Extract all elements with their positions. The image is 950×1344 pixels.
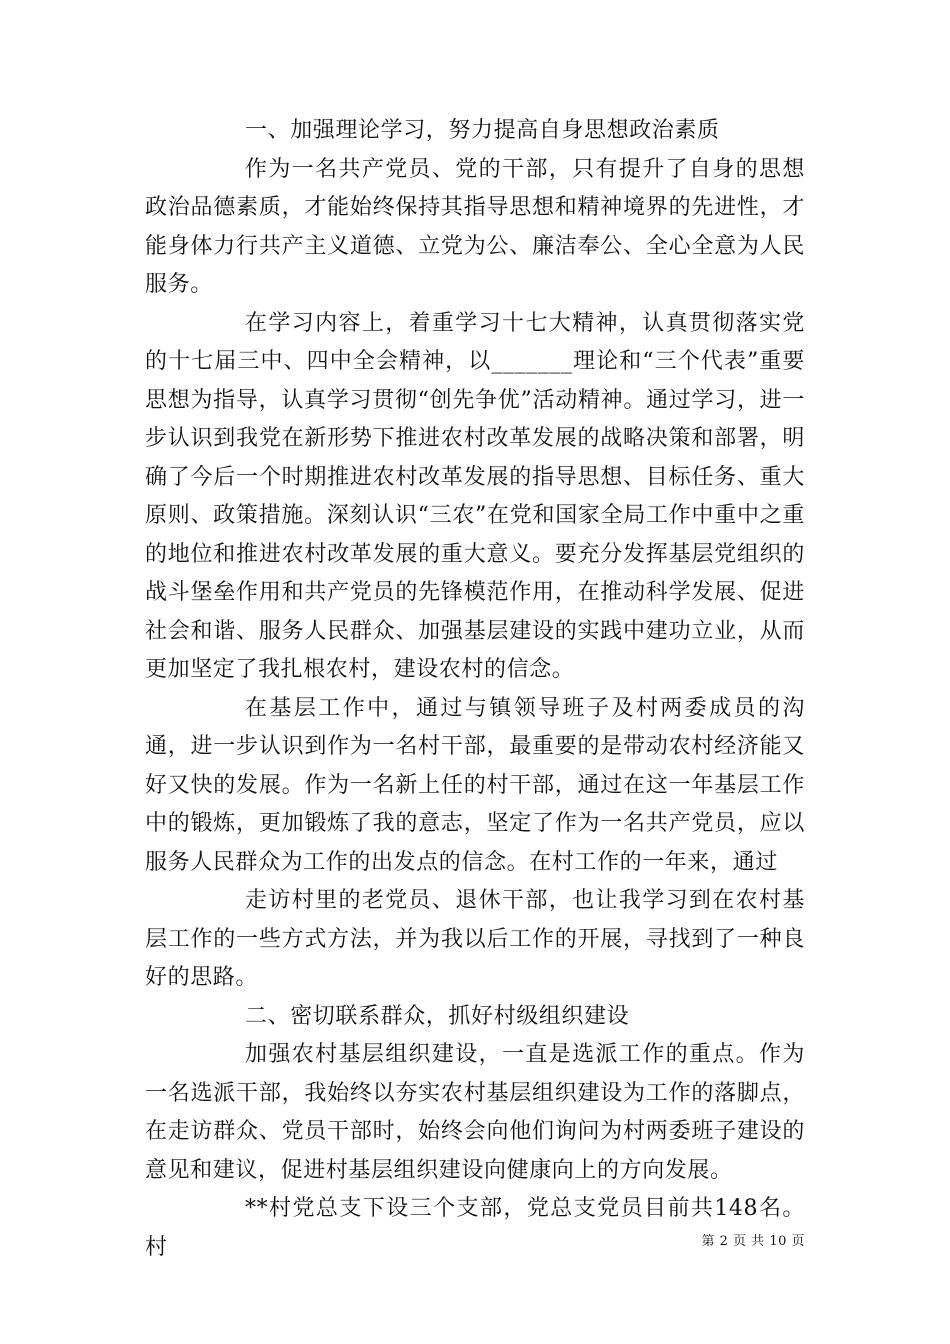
paragraph-5: 加强农村基层组织建设，一直是选派工作的重点。作为一名选派干部，我始终以夯实农村基层组织建设为工作的落脚点，在走访群众、党员干部时，始终会向他们询问为村两委班子建设的意见和建议，促进村基层组织建设向健康向上的方向发展。: [145, 1042, 805, 1183]
page-number: 第 2 页 共 10 页: [701, 1234, 805, 1249]
paragraph-4: 走访村里的老党员、退休干部，也让我学习到在农村基层工作的一些方式方法，并为我以后工作的开展，寻找到了一种良好的思路。: [145, 888, 805, 990]
paragraph-2: 在学习内容上，着重学习十七大精神，认真贯彻落实党的十七届三中、四中全会精神，以_______理论和“三个代表”重要思想为指导，认真学习贯彻“创先争优”活动精神。通过学习，进一步认识到我党在新形势下推进农村改革发展的战略决策和部署，明确了今后一个时期推进农村改革发展的指导思想、目标任务、重大原则、政策措施。深刻认识“三农”在党和国家全局工作中重中之重的地位和推进农村改革发展的重大意义。要充分发挥基层党组织的战斗堡垒作用和共产党员的先锋模范作用，在推动科学发展、促进社会和谐、服务人民群众、加强基层建设的实践中建功立业，从而更加坚定了我扎根农村，建设农村的信念。: [145, 310, 805, 682]
paragraph-3: 在基层工作中，通过与镇领导班子及村两委成员的沟通，进一步认识到作为一名村干部，最重要的是带动农村经济能又好又快的发展。作为一名新上任的村干部，通过在这一年基层工作中的锻炼，更加锻炼了我的意志，坚定了作为一名共产党员，应以服务人民群众为工作的出发点的信念。在村工作的一年来，通过: [145, 695, 805, 875]
paragraph-1: 作为一名共产党员、党的干部，只有提升了自身的思想政治品德素质，才能始终保持其指导思想和精神境界的先进性，才能身体力行共产主义道德、立党为公、廉洁奉公、全心全意为人民服务。: [145, 156, 805, 297]
section-heading-2: 二、密切联系群众，抓好村级组织建设: [245, 1003, 630, 1029]
section-heading-1: 一、加强理论学习，努力提高自身思想政治素质: [245, 118, 720, 143]
document-body: [145, 112, 805, 1267]
paragraph-6: **村党总支下设三个支部，党总支党员目前共148名。村: [145, 1196, 805, 1260]
